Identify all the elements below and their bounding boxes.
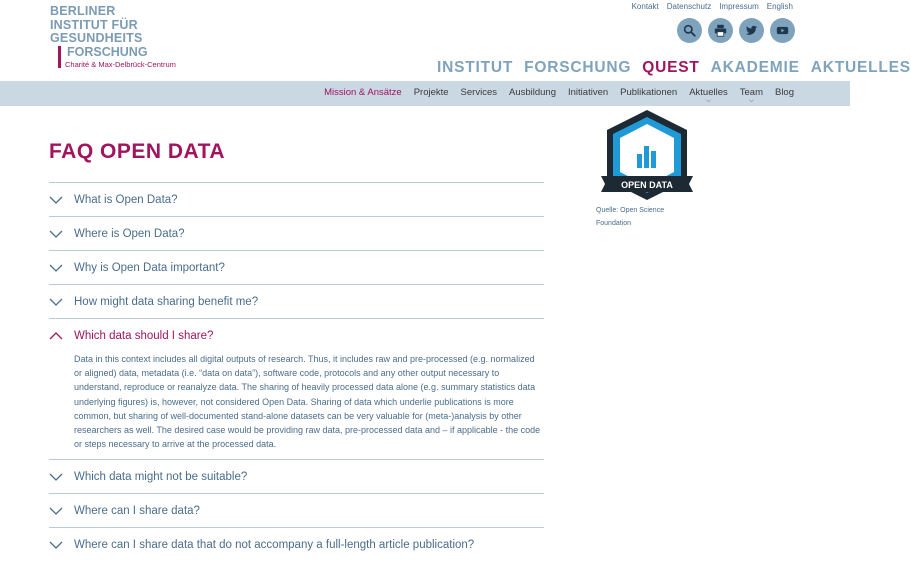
site-header xyxy=(0,0,911,81)
bar-chart-icon xyxy=(644,146,649,168)
faq-toggle[interactable] xyxy=(49,528,544,561)
bar-chart-icon xyxy=(637,154,642,168)
main-nav-akademie[interactable]: AKADEMIE xyxy=(710,59,800,76)
subnav-label: Ausbildung xyxy=(508,87,556,98)
faq-item xyxy=(49,182,544,216)
subnav-label: Mission & Ansätze xyxy=(324,87,402,98)
faq-question: Why is Open Data important? xyxy=(74,261,225,274)
search-icon[interactable] xyxy=(677,18,702,43)
logo-line-2: INSTITUT FÜR xyxy=(50,17,138,32)
logo-line-1: BERLINER xyxy=(50,4,116,18)
subnav-label: Publikationen xyxy=(620,87,678,98)
faq-toggle[interactable] xyxy=(49,183,544,216)
faq-question: How might data sharing benefit me? xyxy=(74,295,259,308)
subnav-item-team[interactable] xyxy=(739,87,763,104)
faq-question: Where is Open Data? xyxy=(74,227,185,240)
print-icon[interactable] xyxy=(708,18,733,43)
subnav-label: Aktuelles xyxy=(689,87,728,98)
chevron-down-icon xyxy=(49,196,74,204)
logo-subtitle: Charité & Max-Delbrück-Centrum xyxy=(65,60,176,69)
sub-navigation xyxy=(324,87,794,104)
faq-item xyxy=(49,216,544,250)
subnav-label: Services xyxy=(460,87,497,98)
faq-question: Which data might not be suitable? xyxy=(74,470,248,483)
chevron-down-icon xyxy=(49,230,74,238)
bar-chart-icon xyxy=(651,151,656,168)
faq-toggle[interactable] xyxy=(49,251,544,284)
open-data-badge xyxy=(601,108,693,203)
faq-item-expanded xyxy=(49,318,544,459)
chevron-down-icon xyxy=(49,541,74,549)
chevron-down-icon xyxy=(49,298,74,306)
subnav-label: Initiativen xyxy=(568,87,609,98)
faq-toggle[interactable] xyxy=(49,217,544,250)
faq-item xyxy=(49,459,544,493)
subnav-item-initiativen[interactable] xyxy=(568,87,608,98)
page-title: FAQ OPEN DATA xyxy=(49,140,226,163)
main-nav-aktuelles[interactable]: AKTUELLES xyxy=(810,59,911,76)
faq-item xyxy=(49,527,544,561)
faq-item xyxy=(49,250,544,284)
header-icon-bar xyxy=(677,18,795,43)
faq-toggle[interactable] xyxy=(49,285,544,318)
twitter-icon[interactable] xyxy=(739,18,764,43)
institute-logo[interactable] xyxy=(50,4,176,69)
faq-answer: Data in this context includes all digital outputs of research. Thus, it includes raw and pre-processed (e.g. normalized or aligned) data, metadata (i.e. “data on data”), software code, protocols and any other output necessary to understand, reproduce or reanalyze data. The sharing of heavily processed data alone (e.g. summary statistics data underlying figures) is, however, not considered Open Data. Sharing of data which underlie publications is more common, but sharing of well-documented stand-alone datasets can be very valuable for (meta-)analysis by other researchers as well. The desired case would be providing raw data, pre-processed data and – if applicable - the code or steps necessary to arrive at the processed data. xyxy=(74,354,541,450)
main-nav-institut[interactable]: INSTITUT xyxy=(437,59,514,76)
faq-item xyxy=(49,493,544,527)
main-nav-forschung[interactable]: FORSCHUNG xyxy=(524,59,632,76)
subnav-label: Blog xyxy=(774,87,794,98)
main-nav-quest[interactable]: QUEST xyxy=(642,59,700,76)
subnav-item-projekte[interactable] xyxy=(414,87,449,98)
faq-toggle[interactable] xyxy=(49,460,544,493)
chevron-down-icon xyxy=(49,507,74,515)
faq-toggle[interactable] xyxy=(49,319,544,352)
chevron-down-icon xyxy=(49,264,74,272)
subnav-label: Team xyxy=(739,87,763,98)
faq-question: Where can I share data? xyxy=(74,504,200,517)
main-navigation xyxy=(437,59,911,77)
youtube-icon[interactable] xyxy=(770,18,795,43)
faq-toggle[interactable] xyxy=(49,494,544,527)
chevron-up-icon xyxy=(49,332,74,340)
util-link-english[interactable]: English xyxy=(766,2,793,11)
logo-line-3: GESUNDHEITS xyxy=(50,31,143,45)
subnav-label: Projekte xyxy=(413,87,449,98)
subnav-item-services[interactable] xyxy=(461,87,497,98)
subnav-item-ausbildung[interactable] xyxy=(509,87,556,98)
faq-question: What is Open Data? xyxy=(74,193,178,206)
util-link-impressum[interactable]: Impressum xyxy=(719,2,759,11)
subnav-item-aktuelles[interactable] xyxy=(689,87,728,104)
chevron-down-icon: ⌵ xyxy=(749,98,754,104)
util-link-datenschutz[interactable]: Datenschutz xyxy=(666,2,712,11)
faq-question: Where can I share data that do not accompany a full-length article publication? xyxy=(74,538,475,551)
subnav-item-mission[interactable] xyxy=(324,87,402,98)
logo-accent-bar xyxy=(58,46,61,68)
faq-item xyxy=(49,284,544,318)
subnav-item-blog[interactable] xyxy=(775,87,794,98)
logo-line-4: FORSCHUNG xyxy=(67,45,148,59)
chevron-down-icon xyxy=(49,473,74,481)
chevron-down-icon: ⌵ xyxy=(706,98,711,104)
utility-links xyxy=(632,2,793,11)
subnav-item-publikationen[interactable] xyxy=(620,87,677,98)
badge-source-caption: Quelle: Open Science Foundation xyxy=(596,207,665,227)
faq-question: Which data should I share? xyxy=(74,329,214,342)
util-link-kontakt[interactable]: Kontakt xyxy=(631,2,659,11)
faq-accordion xyxy=(49,182,544,561)
badge-label: OPEN DATA xyxy=(621,180,673,190)
